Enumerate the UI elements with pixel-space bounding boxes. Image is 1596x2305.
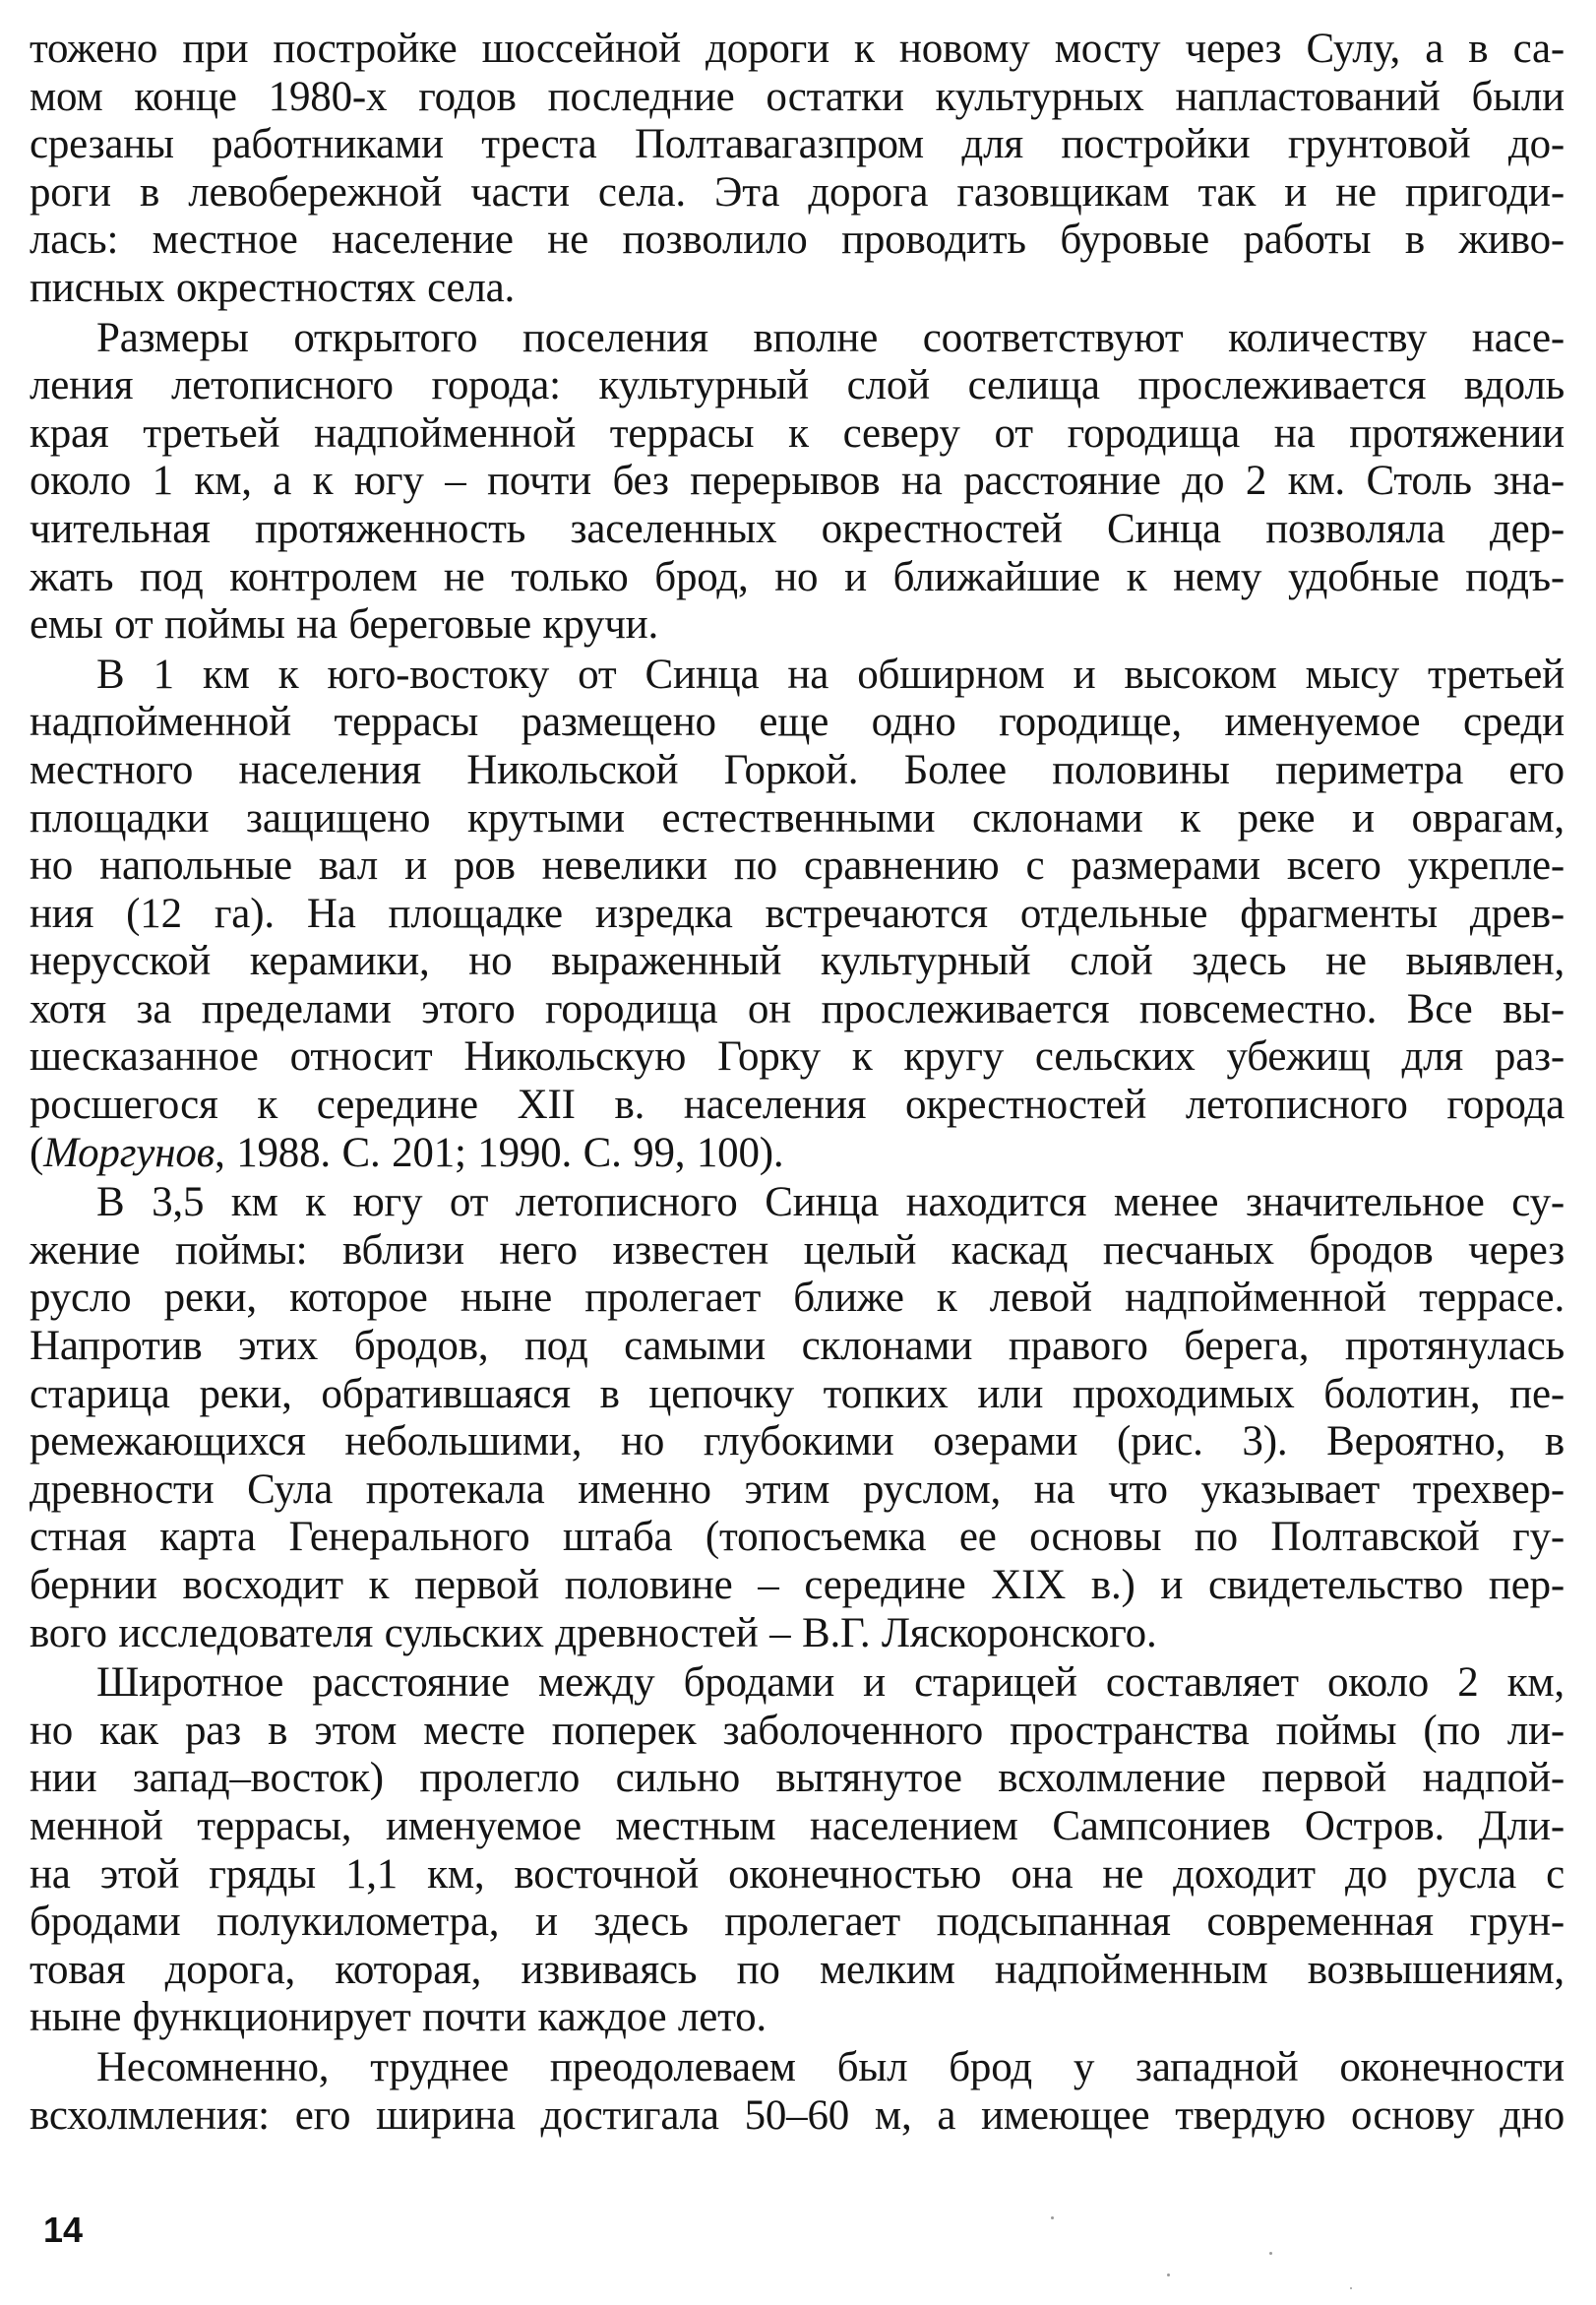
- body-text: [30, 26, 1565, 2140]
- text-line: ления летописного города: культурный слой селища прослеживается вдоль: [30, 362, 1565, 409]
- text-line: древности Сула протекала именно этим руслом, на что указывает трехвер-: [30, 1465, 1565, 1513]
- scan-speck: [1269, 2252, 1272, 2255]
- text-line: на этой гряды 1,1 км, восточной оконечностью она не доходит до русла с: [30, 1850, 1565, 1898]
- text-line: стная карта Генерального штаба (топосъемка ее основы по Полтавской гу-: [30, 1514, 1565, 1561]
- text-line: мом конце 1980-х годов последние остатки культурных напластований были: [30, 73, 1565, 120]
- paragraph: [30, 26, 1565, 313]
- text-line: роги в левобережной части села. Эта дорога газовщикам так и не пригоди-: [30, 168, 1565, 216]
- text-line: Несомненно, труднее преодолеваем был брод у западной оконечности: [96, 2043, 1565, 2090]
- text-line: срезаны работниками треста Полтавагазпром для постройки грунтовой до-: [30, 121, 1565, 168]
- text-line: Размеры открытого поселения вполне соответствуют количеству насе-: [96, 314, 1565, 361]
- text-line: хотя за пределами этого городища он прослеживается повсеместно. Все вы-: [30, 985, 1565, 1032]
- text-line: жение поймы: вблизи него известен целый каскад песчаных бродов через: [30, 1226, 1565, 1274]
- citation-line: [30, 1130, 1565, 1178]
- citation-reference: , 1988. С. 201; 1990. С. 99, 100).: [215, 1129, 784, 1176]
- text-line: ныне функционирует почти каждое лето.: [30, 1994, 767, 2041]
- text-line: чительная протяженность заселенных окрестностей Синца позволяла дер-: [30, 505, 1565, 552]
- text-line: тожено при постройке шоссейной дороги к новому мосту через Сулу, а в са-: [30, 26, 1565, 72]
- text-line: площадки защищено крутыми естественными склонами к реке и оврагам,: [30, 794, 1565, 841]
- text-line: Напротив этих бродов, под самыми склонами правого берега, протянулась: [30, 1323, 1565, 1370]
- text-line: надпойменной террасы размещено еще одно городище, именуемое среди: [30, 699, 1565, 746]
- text-line: нии запад–восток) пролегло сильно вытянутое всхолмление первой надпой-: [30, 1755, 1565, 1802]
- text-line: лась: местное население не позволило проводить буровые работы в живо-: [30, 217, 1565, 264]
- text-line: но напольные вал и ров невелики по сравнению с размерами всего укрепле-: [30, 842, 1565, 890]
- paragraph: [30, 2044, 1565, 2140]
- citation-author: Моргунов: [43, 1129, 215, 1176]
- text-line: писных окрестностях села.: [30, 264, 516, 311]
- text-line: бродами полукилометра, и здесь пролегает подсыпанная современная грун-: [30, 1899, 1565, 1946]
- text-line: жать под контролем не только брод, но и ближайшие к нему удобные подъ-: [30, 553, 1565, 600]
- text-line: шесказанное относит Никольскую Горку к кругу сельских убежищ для раз-: [30, 1033, 1565, 1081]
- paragraph: [30, 1179, 1565, 1657]
- text-line: вого исследователя сульских древностей – В.Г. Ляскоронского.: [30, 1609, 1157, 1656]
- text-line: В 1 км к юго-востоку от Синца на обширном и высоком мысу третьей: [96, 651, 1565, 698]
- text-line: менной террасы, именуемое местным населением Сампсониев Остров. Дли-: [30, 1802, 1565, 1849]
- paragraph: [30, 315, 1565, 650]
- page-number: 14: [43, 2210, 84, 2250]
- text-line: ремежающихся небольшими, но глубокими озерами (рис. 3). Вероятно, в: [30, 1418, 1565, 1465]
- text-line: емы от поймы на береговые кручи.: [30, 601, 659, 649]
- scan-speck: [1051, 2216, 1054, 2219]
- text-line: местного населения Никольской Горкой. Более половины периметра его: [30, 746, 1565, 793]
- text-line: старица реки, обратившаяся в цепочку топких или проходимых болотин, пе-: [30, 1370, 1565, 1417]
- paragraph: [30, 1659, 1565, 2042]
- scan-speck: [1167, 2274, 1170, 2276]
- text-line: нерусской керамики, но выраженный культурный слой здесь не выявлен,: [30, 938, 1565, 985]
- text-line: бернии восходит к первой половине – середине XIX в.) и свидетельство пер-: [30, 1562, 1565, 1608]
- text-line: русло реки, которое ныне пролегает ближе к левой надпойменной террасе.: [30, 1275, 1565, 1322]
- text-line: всхолмления: его ширина достигала 50–60 м, а имеющее твердую основу дно: [30, 2091, 1565, 2139]
- text-line: Широтное расстояние между бродами и старицей составляет около 2 км,: [96, 1659, 1565, 1707]
- text-line: края третьей надпойменной террасы к северу от городища на протяжении: [30, 409, 1565, 457]
- text-line: росшегося к середине XII в. населения окрестностей летописного города: [30, 1082, 1565, 1129]
- text-line: В 3,5 км к югу от летописного Синца находится менее значительное су-: [96, 1179, 1565, 1226]
- text-line: товая дорога, которая, извиваясь по мелким надпойменным возвышениям,: [30, 1946, 1565, 1993]
- text-line: ния (12 га). На площадке изредка встречаются отдельные фрагменты древ-: [30, 890, 1565, 937]
- text-line: но как раз в этом месте поперек заболоченного пространства поймы (по ли-: [30, 1707, 1565, 1754]
- scan-speck: [1350, 2287, 1352, 2289]
- text-line: около 1 км, а к югу – почти без перерывов на расстояние до 2 км. Столь зна-: [30, 458, 1565, 505]
- paragraph: [30, 652, 1565, 1178]
- citation-open: (: [30, 1129, 44, 1176]
